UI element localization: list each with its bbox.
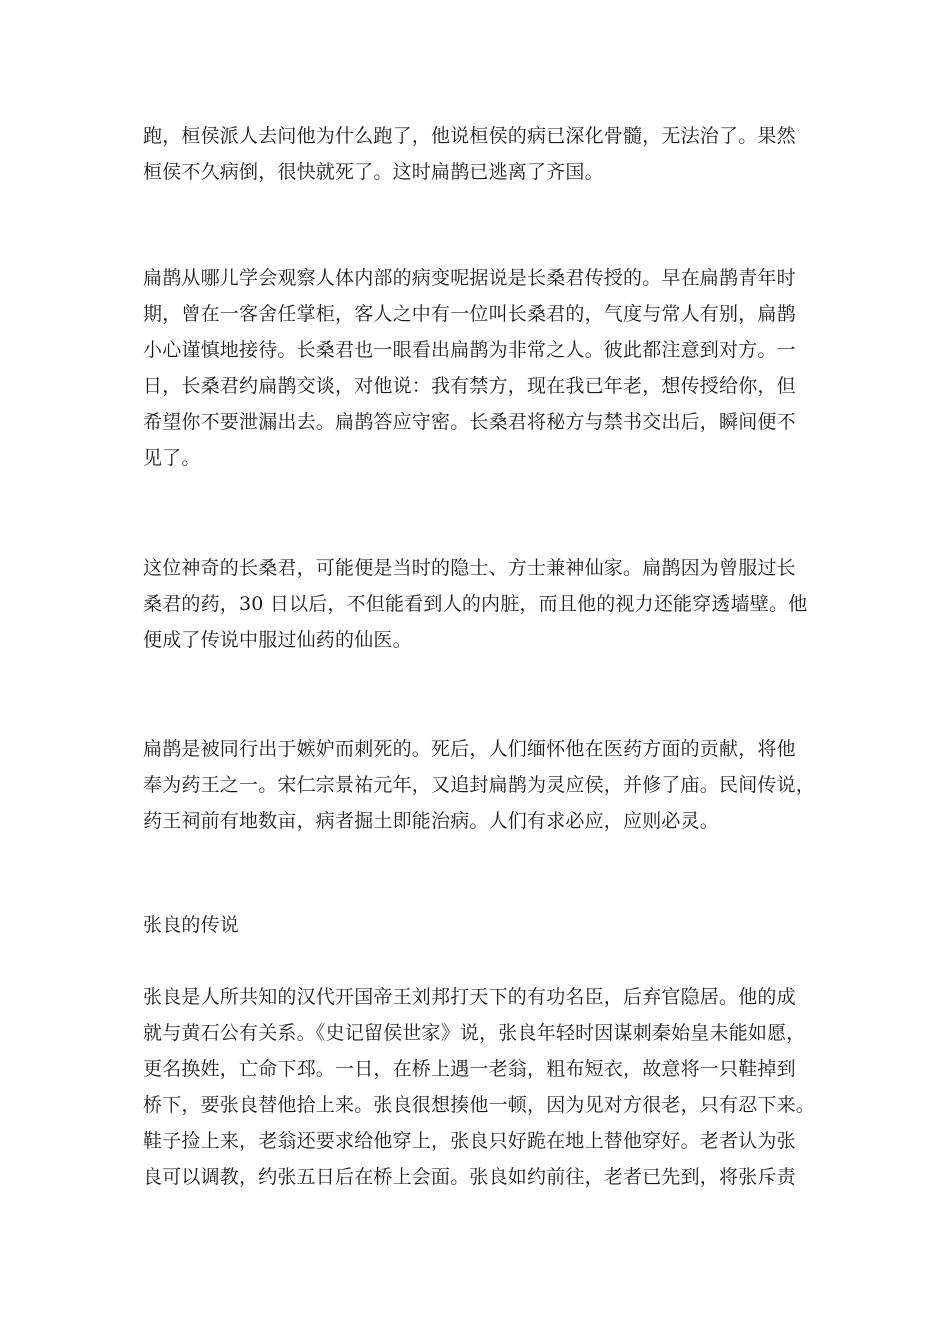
text-line: 扁鹊是被同行出于嫉妒而刺死的。死后，人们缅怀他在医药方面的贡献，将他 [143,738,796,760]
text-line: 日，长桑君约扁鹊交谈，对他说：我有禁方，现在我已年老，想传授给你，但 [143,375,796,397]
text-line: 期，曾在一客舍任掌柜，客人之中有一位叫长桑君的，气度与常人有别，扁鹊 [143,303,796,325]
text-line: 希望你不要泄漏出去。扁鹊答应守密。长桑君将秘方与禁书交出后，瞬间便不 [143,411,796,433]
text-line: 奉为药王之一。宋仁宗景祐元年，又追封扁鹊为灵应侯，并修了庙。民间传说， [143,774,816,796]
text-line: 桓侯不久病倒，很快就死了。这时扁鹊已逃离了齐国。 [143,161,604,183]
text-line: 鞋子捡上来，老翁还要求给他穿上，张良只好跪在地上替他穿好。老者认为张 [143,1130,796,1152]
text-line: 桥下，要张良替他拾上来。张良很想揍他一顿，因为见对方很老，只有忍下来。 [143,1094,816,1116]
text-line: 更名换姓，亡命下邳。一日，在桥上遇一老翁，粗布短衣，故意将一只鞋掉到 [143,1058,796,1080]
text-line: 小心谨慎地接待。长桑君也一眼看出扁鹊为非常之人。彼此都注意到对方。一 [143,339,796,361]
text-line: 药王祠前有地数亩，病者掘土即能治病。人们有求必应，应则必灵。 [143,810,720,832]
text-line: 就与黄石公有关系。《史记留侯世家》说，张良年轻时因谋刺秦始皇未能如愿， [143,1022,806,1044]
text-line: 张良是人所共知的汉代开国帝王刘邦打天下的有功名臣，后弃官隐居。他的成 [143,986,796,1008]
text-line: 便成了传说中服过仙药的仙医。 [143,629,412,651]
text-line: 这位神奇的长桑君，可能便是当时的隐士、方士兼神仙家。扁鹊因为曾服过长 [143,557,796,579]
text-line: 见了。 [143,447,201,469]
text-line: 扁鹊从哪儿学会观察人体内部的病变呢据说是长桑君传授的。早在扁鹊青年时 [143,267,796,289]
text-line: 良可以调教，约张五日后在桥上会面。张良如约前往，老者已先到，将张斥责 [143,1166,796,1188]
text-line: 跑，桓侯派人去问他为什么跑了，他说桓侯的病已深化骨髓，无法治了。果然 [143,125,796,147]
section-heading: 张良的传说 [143,914,240,936]
text-line: 桑君的药，30 日以后，不但能看到人的内脏，而且他的视力还能穿透墙壁。他 [143,593,808,615]
